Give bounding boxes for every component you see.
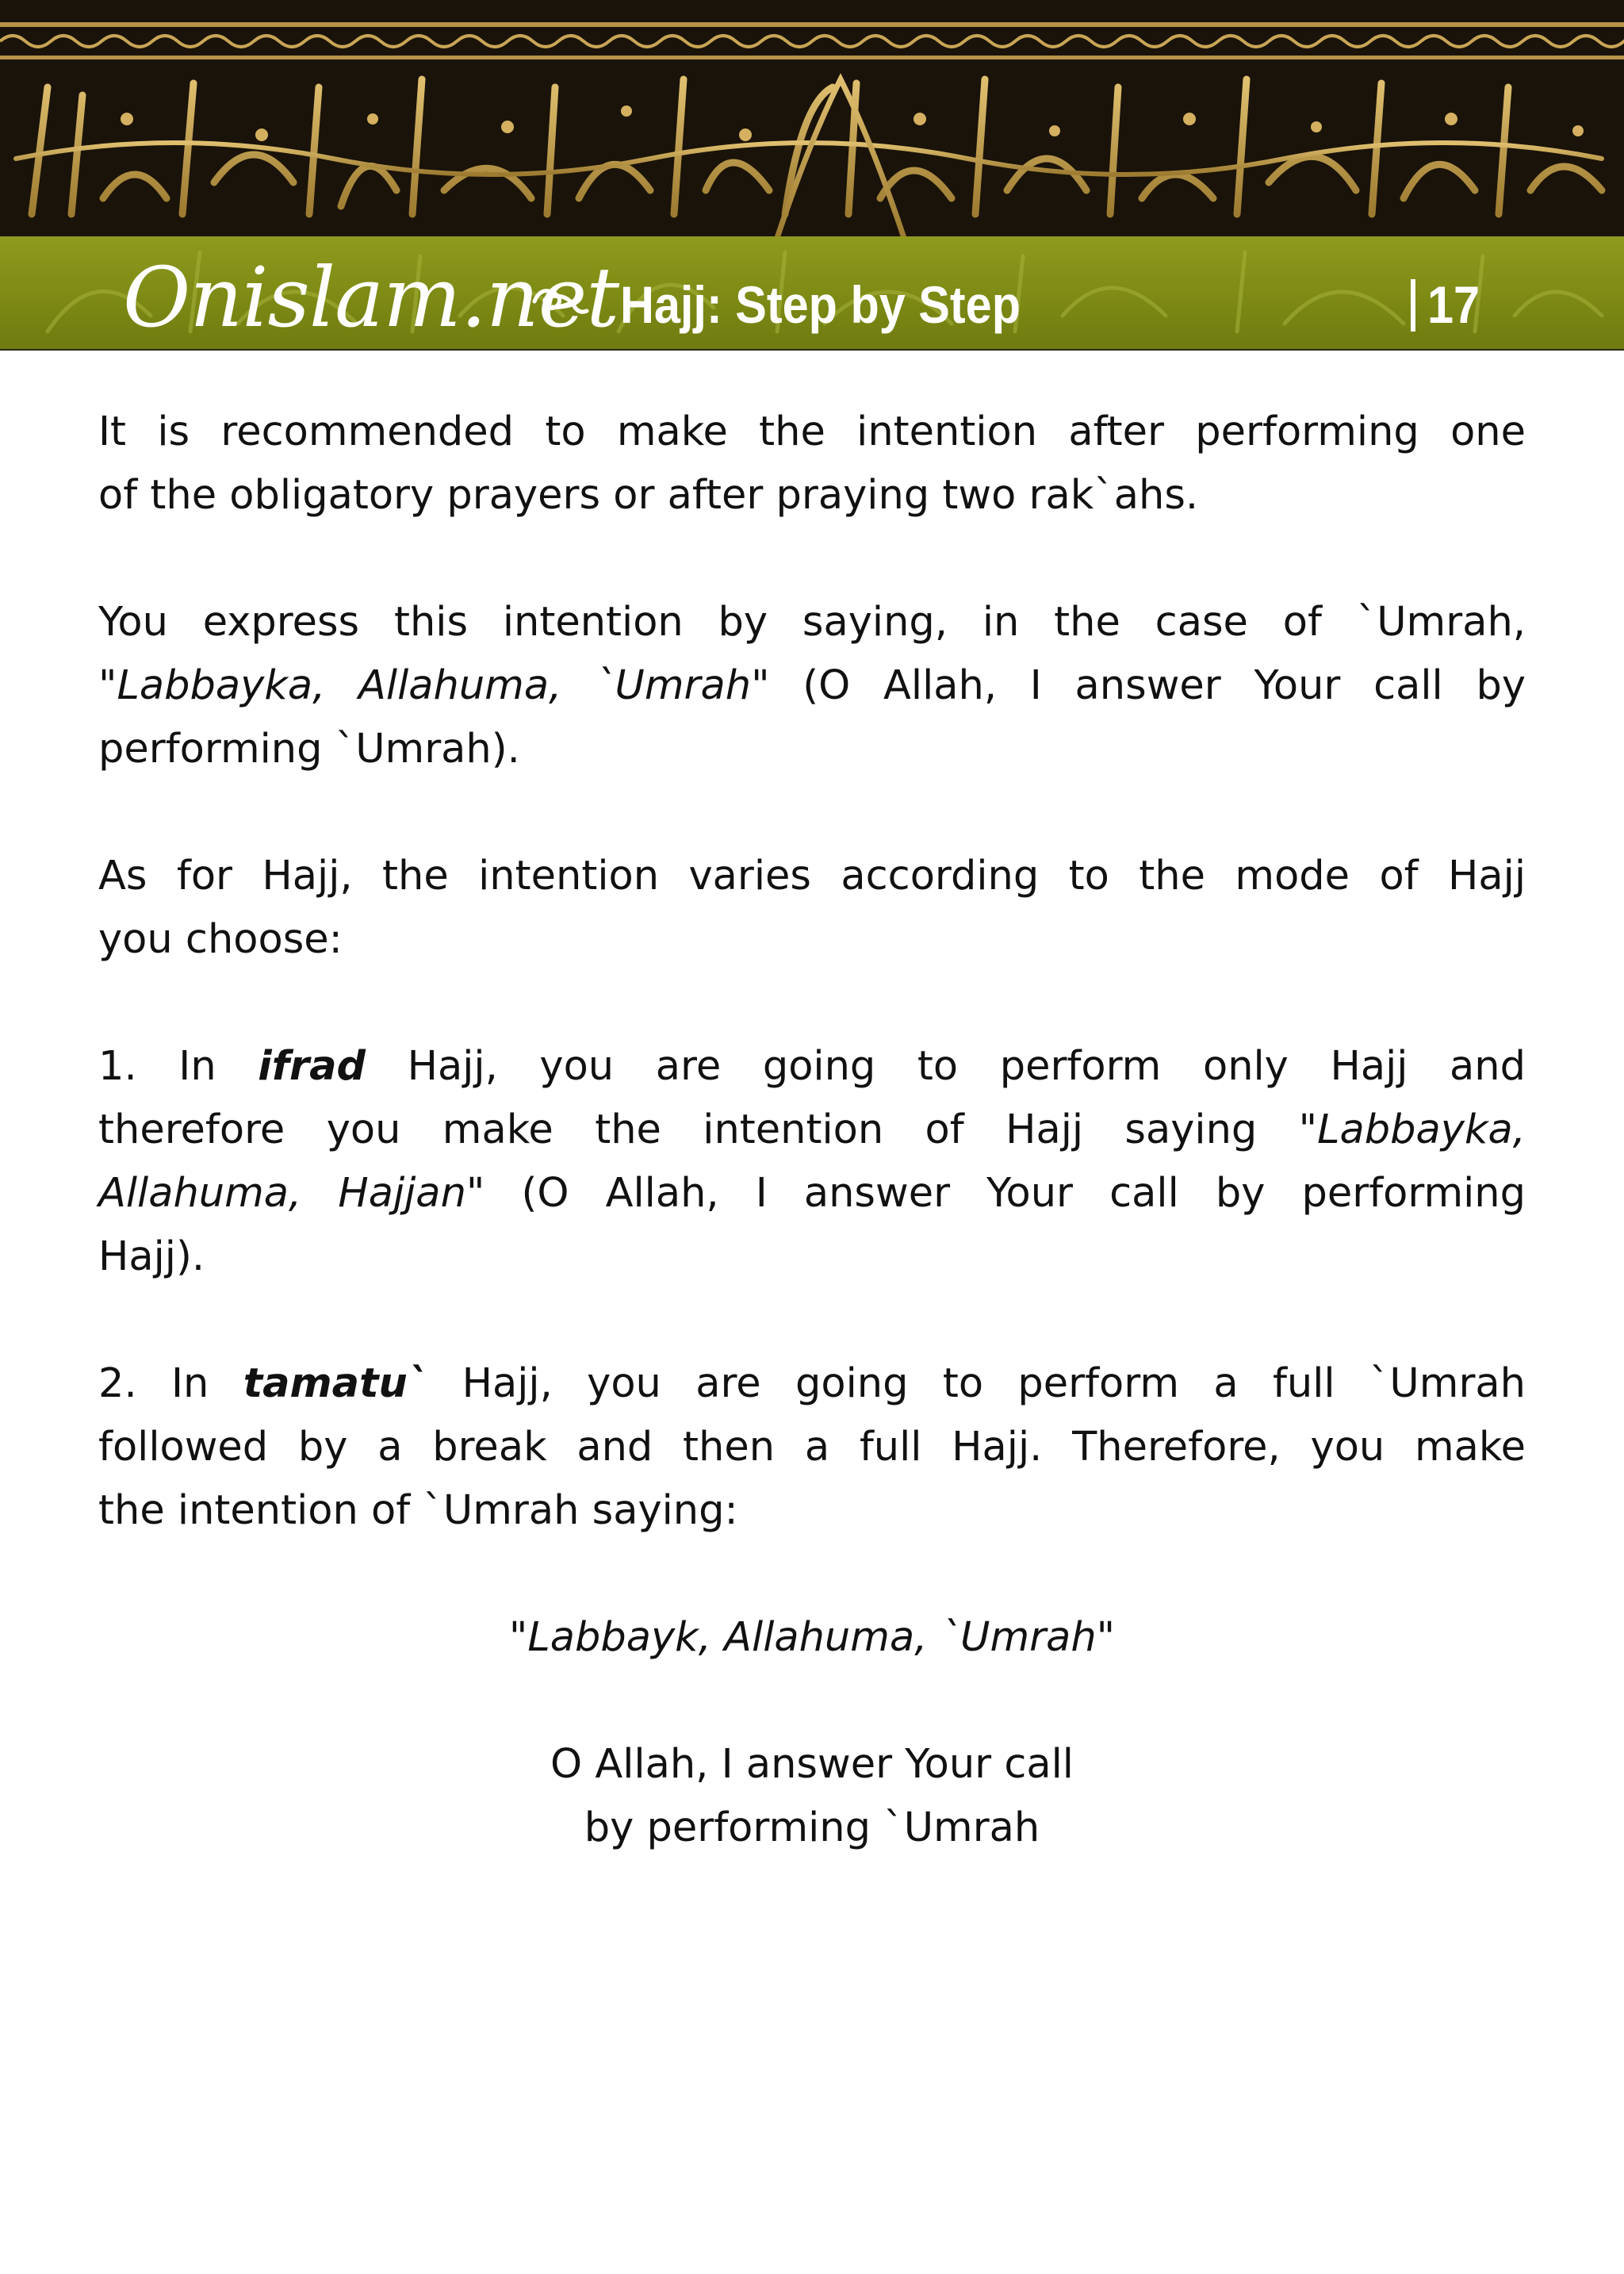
calligraphy-pattern-icon — [0, 0, 1624, 238]
page-number: 17 — [1427, 275, 1480, 334]
text-line: followed by a break and then a full Hajj. Therefore, you make — [98, 1424, 1526, 1471]
term-ifrad: ifrad — [258, 1043, 366, 1090]
list-number: 1. In — [98, 1043, 259, 1090]
transliteration-text: Labbayka, Allahuma, `Umrah — [117, 662, 752, 709]
text-line — [98, 1352, 1526, 1416]
paragraph-ifrad — [98, 1035, 1526, 1289]
paragraph-intention-timing — [98, 401, 1526, 527]
text-line — [98, 1099, 1526, 1162]
text-line: of the obligatory prayers or after praying two rak`ahs. — [98, 472, 1199, 519]
umrah-talbiyah-quote — [98, 1606, 1526, 1670]
text-line: by performing `Umrah — [584, 1804, 1040, 1851]
text-line: the intention of `Umrah saying: — [98, 1487, 738, 1534]
quote-mark: " — [508, 1614, 528, 1661]
text-line: performing `Umrah). — [98, 726, 520, 773]
transliteration-text: Labbayk, Allahuma, `Umrah — [527, 1614, 1097, 1661]
term-tamatu: tamatu` — [243, 1360, 428, 1407]
page-header — [0, 0, 1624, 351]
text-line — [98, 1606, 1526, 1670]
text-line: As for Hajj, the intention varies according to the mode of Hajj — [98, 853, 1526, 899]
text-segment: " (O Allah, I answer Your call by performing — [465, 1170, 1526, 1217]
text-line: Hajj). — [98, 1233, 205, 1280]
text-line: You express this intention by saying, in the case of `Umrah, — [98, 599, 1526, 646]
paragraph-umrah-intention — [98, 591, 1526, 781]
transliteration-text: Labbayka, — [1317, 1106, 1526, 1153]
text-line — [98, 654, 1526, 718]
text-line — [98, 1035, 1526, 1099]
brand-logo: Onislam.net — [123, 249, 619, 346]
text-segment: Hajj, you are going to perform a full `Umrah — [427, 1360, 1526, 1407]
text-line: It is recommended to make the intention after performing one — [98, 408, 1526, 455]
swirl-ornament-icon — [530, 278, 590, 317]
text-segment: therefore you make the intention of Hajj saying " — [98, 1106, 1318, 1153]
page-number-divider — [1411, 279, 1415, 332]
transliteration-text: Allahuma, Hajjan — [98, 1170, 466, 1217]
list-number: 2. In — [98, 1360, 243, 1407]
text-line: O Allah, I answer Your call — [550, 1741, 1074, 1788]
text-segment: Hajj, you are going to perform only Hajj and — [366, 1043, 1526, 1090]
paragraph-tamatu — [98, 1352, 1526, 1543]
umrah-talbiyah-translation — [98, 1733, 1526, 1860]
text-line: you choose: — [98, 916, 343, 963]
quote-mark: " — [1096, 1614, 1116, 1661]
paragraph-hajj-modes — [98, 845, 1526, 972]
page-content — [98, 401, 1526, 1923]
quote-mark: " — [98, 662, 117, 709]
document-title: Hajj: Step by Step — [620, 275, 1021, 334]
text-segment: " (O Allah, I answer Your call by — [751, 662, 1526, 709]
kiswah-calligraphy-banner — [0, 0, 1624, 238]
text-line — [98, 1162, 1526, 1225]
